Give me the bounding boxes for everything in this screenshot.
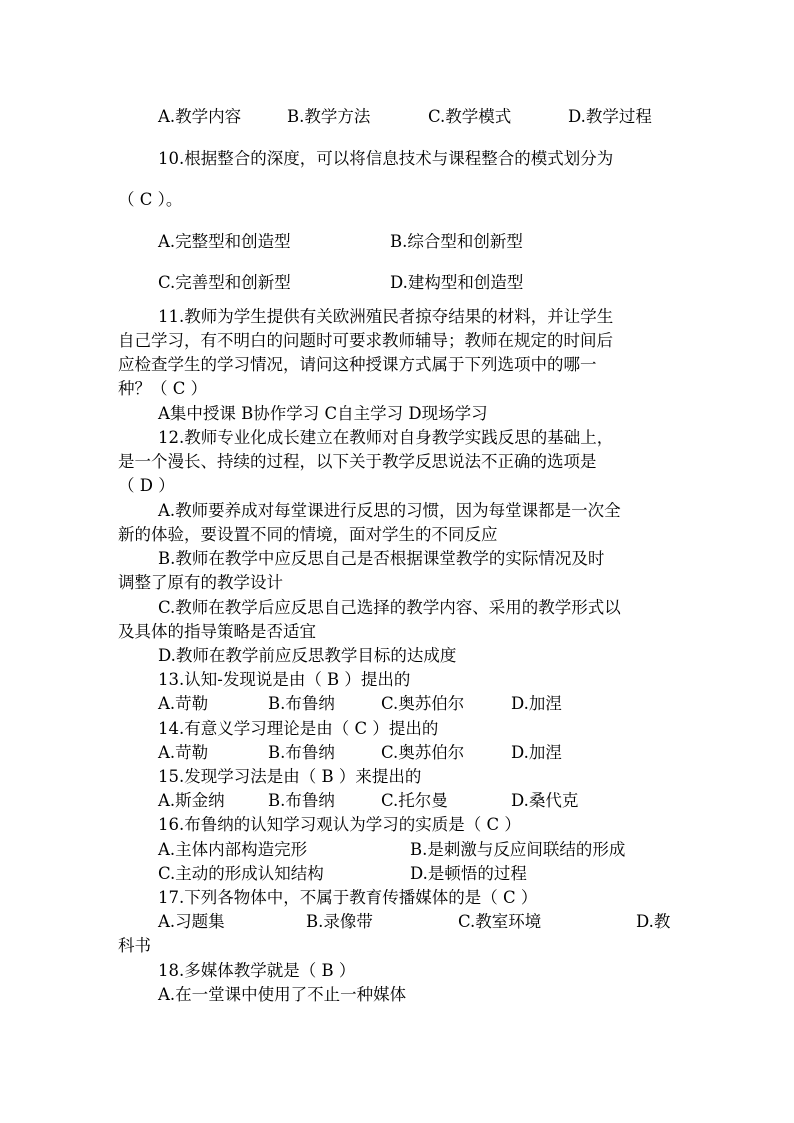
q17-option-a: A.习题集 (158, 912, 225, 931)
q9-option-b: B.教学方法 (287, 107, 371, 126)
q15-option-a: A.斯金纳 (158, 791, 225, 810)
q9-option-a: A.教学内容 (158, 107, 242, 126)
q12-option-d: D.教师在教学前应反思教学目标的达成度 (158, 646, 457, 665)
q16-option-c: C.主动的形成认知结构 (158, 864, 324, 883)
q16-stem: 16.布鲁纳的认知学习观认为学习的实质是（ C ） (158, 815, 521, 834)
q14-stem: 14.有意义学习理论是由（ C ）提出的 (158, 719, 439, 738)
q10-option-a: A.完整型和创造型 (158, 232, 291, 251)
q15-option-c: C.托尔曼 (381, 791, 448, 810)
q16-option-b: B.是刺激与反应间联结的形成 (410, 840, 626, 859)
q12-option-a: A.教师要养成对每堂课进行反思的习惯，因为每堂课都是一次全 (158, 501, 621, 520)
q17-option-d-cont: 科书 (118, 936, 151, 955)
q13-stem: 13.认知-发现说是由（ B ）提出的 (158, 670, 411, 689)
q17-stem: 17.下列各物体中，不属于教育传播媒体的是（ C ） (158, 888, 538, 907)
q15-option-d: D.桑代克 (511, 791, 579, 810)
q11-line: 11.教师为学生提供有关欧洲殖民者掠夺结果的材料，并让学生 (158, 307, 614, 326)
q17-option-b: B.录像带 (306, 912, 373, 931)
q10-option-c: C.完善型和创新型 (158, 273, 291, 292)
q18-option-a: A.在一堂课中使用了不止一种媒体 (158, 985, 407, 1004)
q11-line: 应检查学生的学习情况，请问这种授课方式属于下列选项中的哪一 (118, 355, 597, 374)
q14-option-d: D.加涅 (511, 743, 562, 762)
q12-option-c: C.教师在教学后应反思自己选择的教学内容、采用的教学形式以 (158, 598, 621, 617)
q12-option-b: B.教师在教学中应反思自己是否根据课堂教学的实际情况及时 (158, 549, 605, 568)
q12-option-b-cont: 调整了原有的教学设计 (118, 573, 283, 592)
q16-option-a: A.主体内部构造完形 (158, 840, 308, 859)
q10-option-b: B.综合型和创新型 (390, 232, 523, 251)
q14-option-a: A.苛勒 (158, 743, 209, 762)
q11-options: A集中授课 B协作学习 C自主学习 D现场学习 (158, 404, 488, 423)
q14-option-b: B.布鲁纳 (268, 743, 335, 762)
q10-stem: 10.根据整合的深度，可以将信息技术与课程整合的模式划分为 (158, 149, 614, 168)
q13-option-d: D.加涅 (511, 694, 562, 713)
q13-option-a: A.苛勒 (158, 694, 209, 713)
q11-line: 自己学习，有不明白的问题时可要求教师辅导；教师在规定的时间后 (118, 331, 613, 350)
q9-option-c: C.教学模式 (428, 107, 512, 126)
q12-line: 是一个漫长、持续的过程，以下关于教学反思说法不正确的选项是 (118, 452, 597, 471)
q15-option-b: B.布鲁纳 (268, 791, 335, 810)
q12-option-c-cont: 及具体的指导策略是否适宜 (118, 622, 316, 641)
q18-stem: 18.多媒体教学就是（ B ） (158, 961, 356, 980)
q9-option-d: D.教学过程 (568, 107, 652, 126)
q10-option-d: D.建构型和创造型 (390, 273, 524, 292)
q10-answer: （ C ）。 (118, 190, 183, 209)
q13-option-b: B.布鲁纳 (268, 694, 335, 713)
q12-option-a-cont: 新的体验，要设置不同的情境，面对学生的不同反应 (118, 525, 498, 544)
q15-stem: 15.发现学习法是由（ B ）来提出的 (158, 767, 422, 786)
q13-option-c: C.奥苏伯尔 (381, 694, 465, 713)
q11-line: 种？（ C ） (118, 379, 208, 398)
q16-option-d: D.是顿悟的过程 (410, 864, 527, 883)
q17-option-c: C.教室环境 (458, 912, 542, 931)
q17-option-d: D.教 (636, 912, 671, 931)
q12-line: （ D ） (118, 476, 175, 495)
q14-option-c: C.奥苏伯尔 (381, 743, 465, 762)
q12-line: 12.教师专业化成长建立在教师对自身教学实践反思的基础上， (158, 428, 614, 447)
